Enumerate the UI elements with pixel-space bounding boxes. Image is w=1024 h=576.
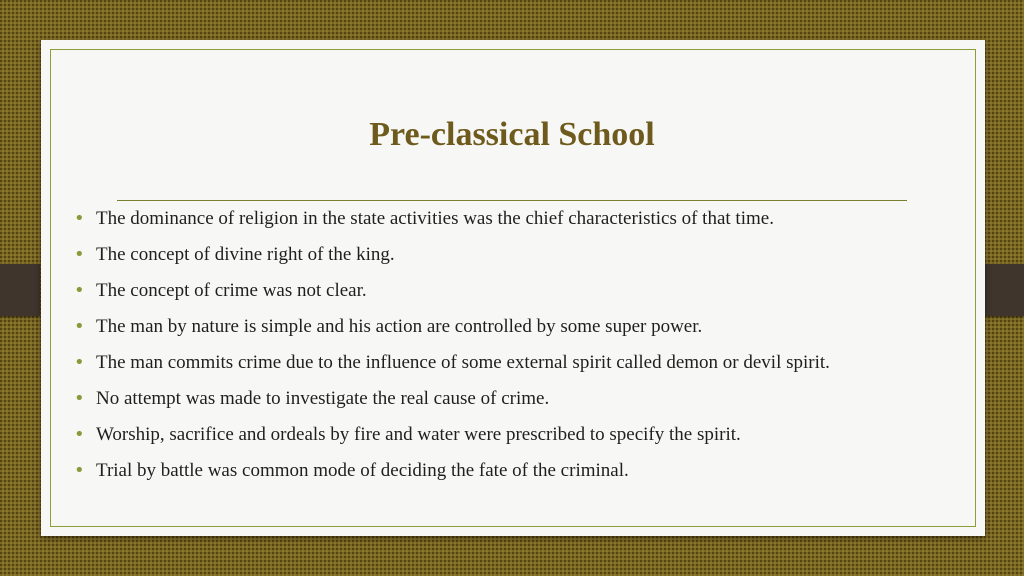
bullet-item (72, 315, 942, 338)
bullet-list (72, 207, 942, 495)
bullet-item (72, 207, 942, 230)
bullet-item (72, 279, 942, 302)
bullet-dot-icon: • (74, 244, 85, 265)
bullet-dot-icon: • (74, 280, 85, 301)
bullet-text: Worship, sacrifice and ordeals by fire and water were prescribed to specify the spirit. (96, 424, 741, 445)
title-underline (117, 200, 907, 201)
bullet-dot-icon: • (74, 208, 85, 229)
bullet-text: Trial by battle was common mode of deciding the fate of the criminal. (96, 460, 629, 481)
bullet-text: The dominance of religion in the state activities was the chief characteristics of that time. (96, 208, 774, 229)
slide-title: Pre-classical School (369, 116, 655, 153)
bullet-text: The man commits crime due to the influence of some external spirit called demon or devil spirit. (96, 352, 830, 373)
left-binder-tab (0, 264, 40, 316)
bullet-dot-icon: • (74, 460, 85, 481)
bullet-dot-icon: • (74, 316, 85, 337)
bullet-item (72, 423, 942, 446)
bullet-dot-icon: • (74, 424, 85, 445)
bullet-item (72, 351, 942, 374)
bullet-dot-icon: • (74, 352, 85, 373)
bullet-dot-icon: • (74, 388, 85, 409)
bullet-text: The man by nature is simple and his action are controlled by some super power. (96, 316, 703, 337)
bullet-item (72, 243, 942, 266)
bullet-item (72, 387, 942, 410)
bullet-item (72, 459, 942, 482)
bullet-text: The concept of divine right of the king. (96, 244, 395, 265)
bullet-text: The concept of crime was not clear. (96, 280, 367, 301)
bullet-text: No attempt was made to investigate the real cause of crime. (96, 388, 550, 409)
